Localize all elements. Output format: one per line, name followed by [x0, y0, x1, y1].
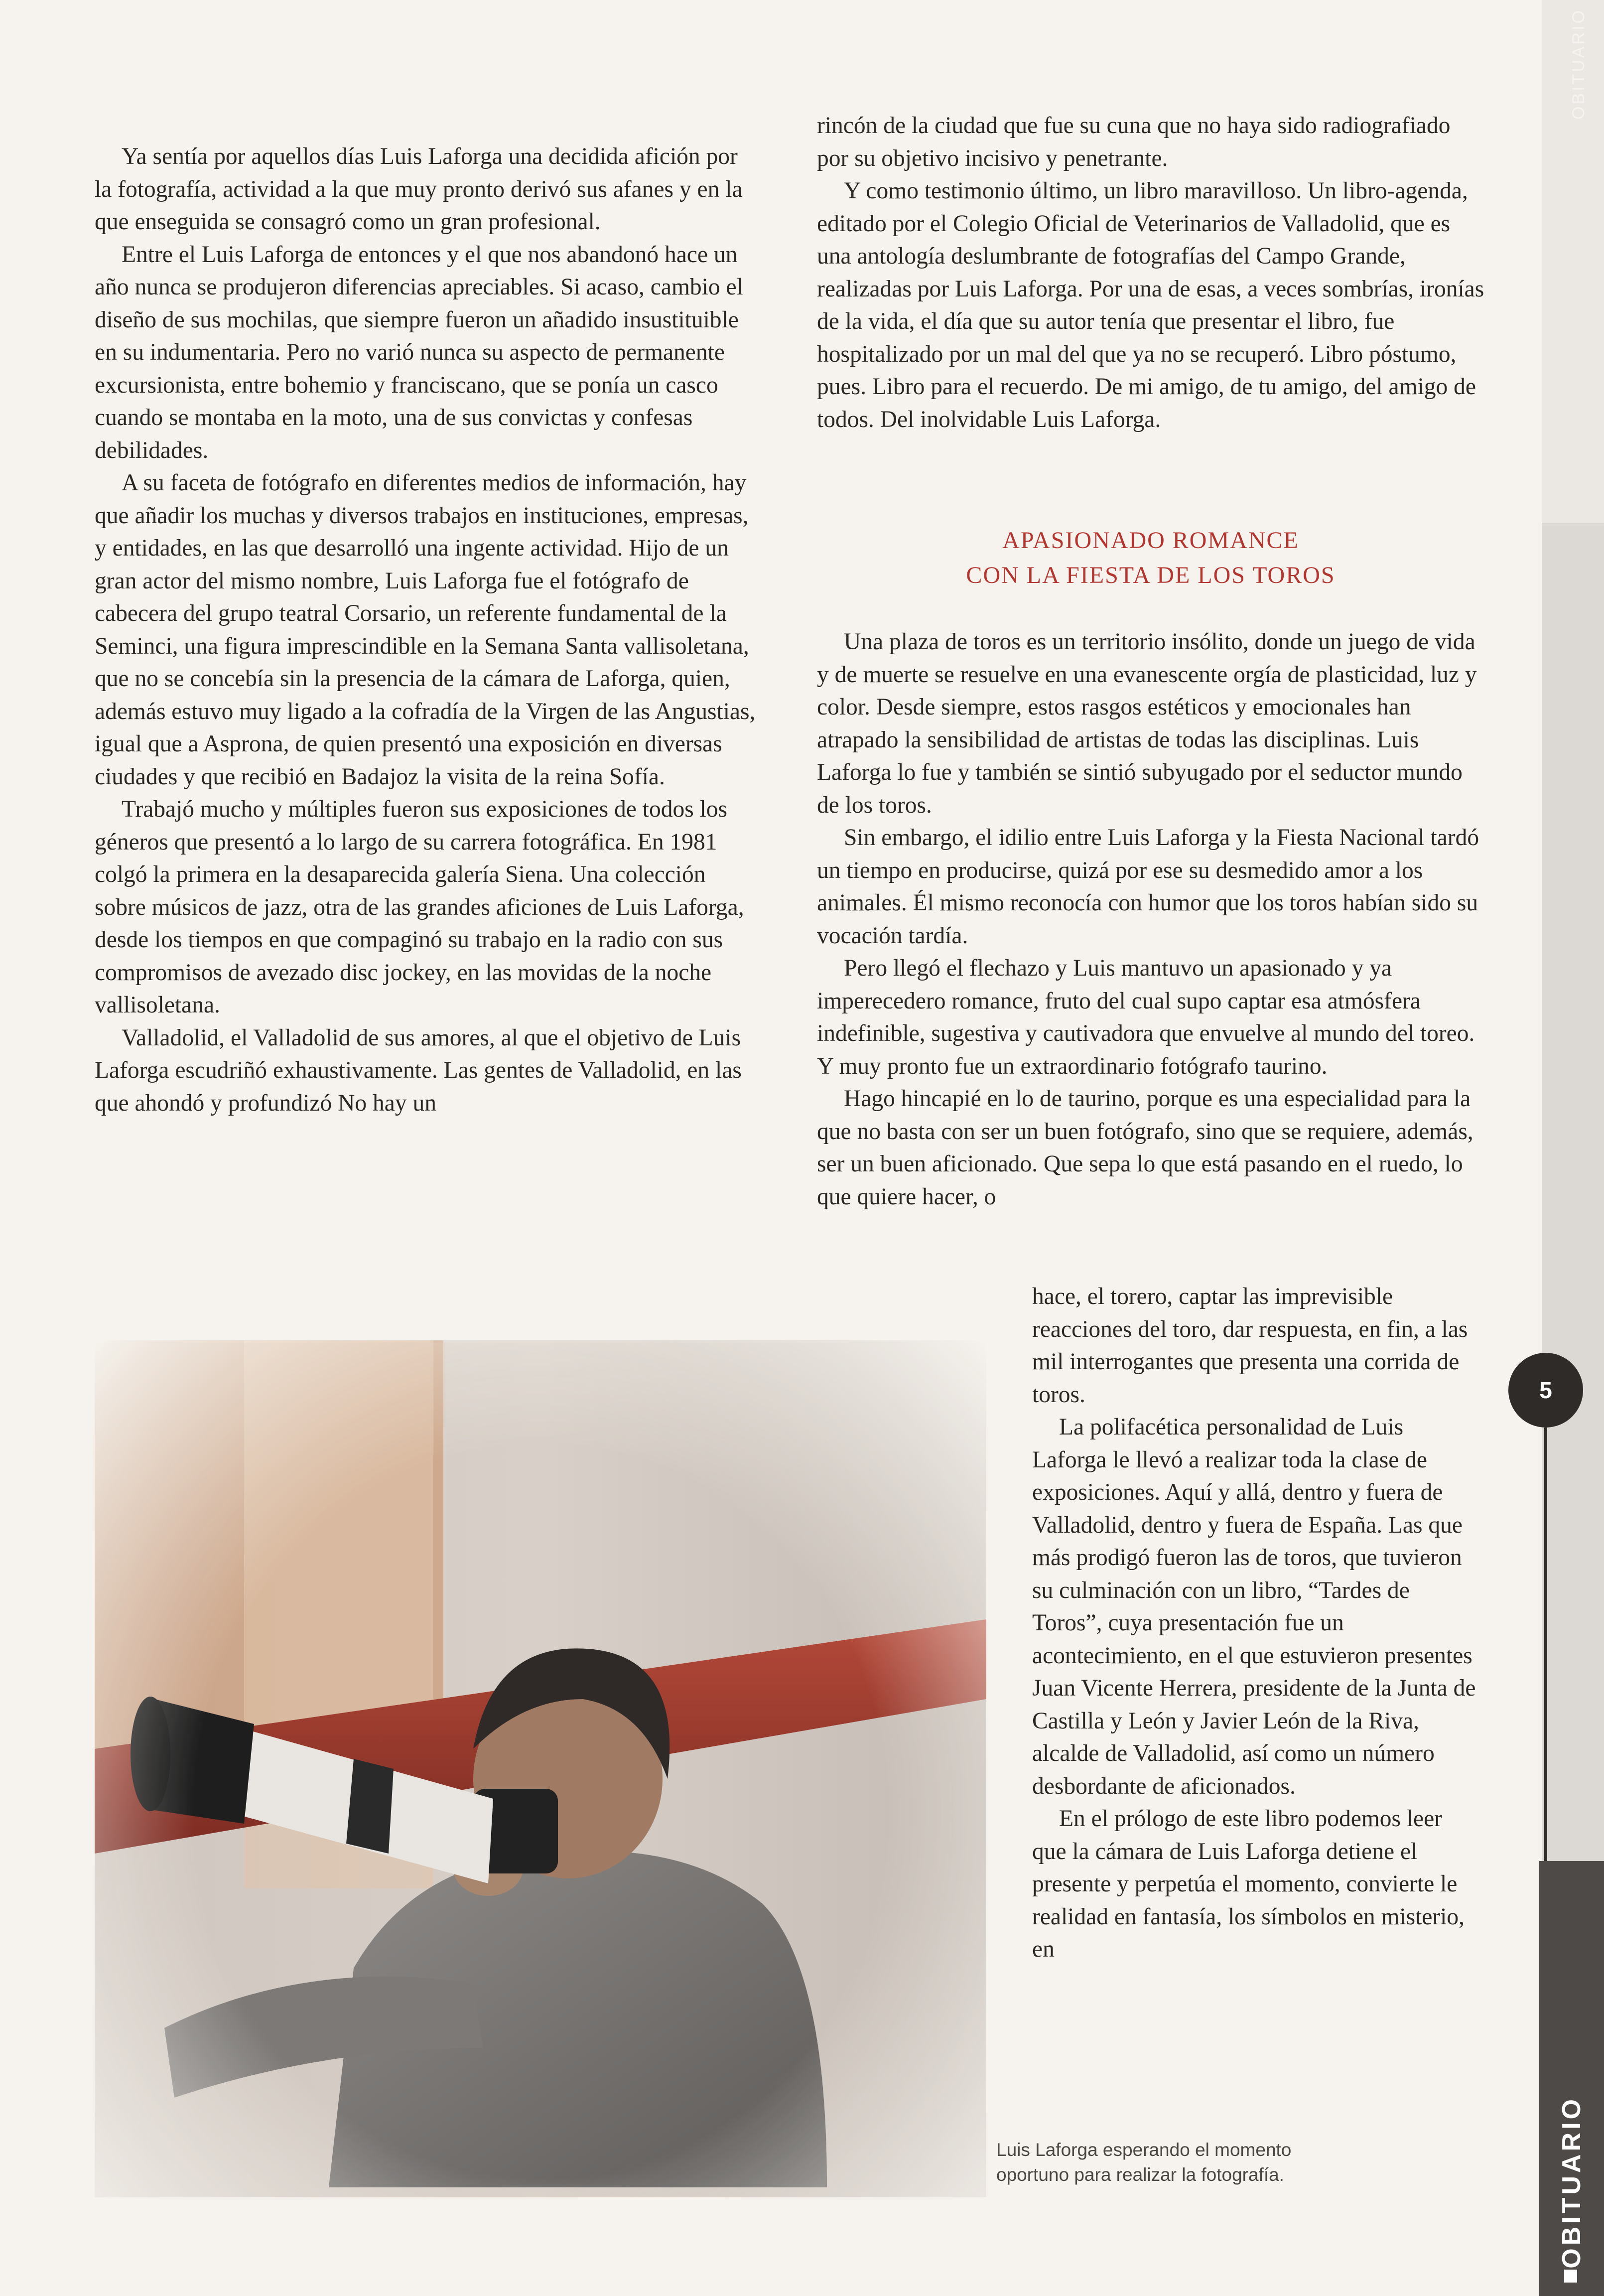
photographer-photo — [95, 1340, 986, 2197]
paragraph: Ya sentía por aquellos días Luis Laforga una decidida afición por la fotografía, actividad a la que muy pronto derivó sus afanes y en la que enseguida se consagró como un gran profesional. — [95, 144, 743, 235]
photo-caption — [996, 2138, 1375, 2187]
photo-illustration — [95, 1340, 986, 2197]
top-section-tab-label: OBITUARIO — [1569, 8, 1588, 120]
paragraph: La polifacética personalidad de Luis Laforga le llevó a realizar toda la clase de exposiciones. Aquí y allá, dentro y fuera de Valladolid, dentro y fuera de España. Las que más prodigó fueron las de toros, que tuvieron su culminación con un libro, “Tardes de Toros”, cuya presentación fue un acontecimiento, en el que estuvieron presentes Juan Vicente Herrera, presidente de la Junta de Castilla y León y Javier León de la Riva, alcalde de Valladolid, así como un número desbordante de aficionados. — [1032, 1414, 1476, 1799]
paragraph: Pero llegó el flechazo y Luis mantuvo un apasionado y ya imperecedero romance, fruto del cual supo captar esa atmósfera indefinible, sugestiva y cautivadora que envuelve al mundo del toreo. Y muy pronto fue un extraordinario fotógrafo taurino. — [817, 955, 1475, 1079]
section-subheading — [817, 523, 1484, 593]
caption-line-2: oportuno para realizar la fotografía. — [996, 2164, 1284, 2185]
paragraph: Una plaza de toros es un territorio insólito, donde un juego de vida y de muerte se resuelve en una evanescente orgía de plasticidad, luz y color. Desde siempre, estos rasgos estéticos y emocionales han atrapado la sensibilidad de artistas de todas las disciplinas. Luis Laforga lo fue y también se sintió subyugado por el seductor mundo de los toros. — [817, 629, 1477, 818]
paragraph: Hago hincapié en lo de taurino, porque es una especialidad para la que no basta con ser un buen fotógrafo, sino que se requiere, además, ser un buen aficionado. Que sepa lo que está pasando en el ruedo, lo que quiere hacer, o — [817, 1086, 1473, 1210]
paragraph: Entre el Luis Laforga de entonces y el que nos abandonó hace un año nunca se produjeron diferencias apreciables. Si acaso, cambio el diseño de sus mochilas, que siempre fueron un añadido insustituible en su indumentaria. Pero no varió nunca su aspecto de permanente excursionista, entre bohemio y franciscano, que se ponía un casco cuando se montaba en la moto, una de sus convictas y confesas debilidades. — [95, 241, 743, 463]
page-marker-line — [1544, 1428, 1547, 1861]
right-column-mid — [817, 626, 1479, 1213]
section-tab-label-wrap — [1544, 2078, 1599, 2287]
subheading-line-1: APASIONADO ROMANCE — [1002, 527, 1299, 554]
paragraph: En el prólogo de este libro podemos leer que la cámara de Luis Laforga detiene el presente y perpetúa el momento, convierte le realidad en fantasía, los símbolos en misterio, en — [1032, 1806, 1465, 1962]
section-tab-label: OBITUARIO — [1557, 2096, 1586, 2269]
subheading-line-2: CON LA FIESTA DE LOS TOROS — [966, 562, 1336, 588]
paragraph: Sin embargo, el idilio entre Luis Laforga y la Fiesta Nacional tardó un tiempo en producirse, quizá por ese su desmedido amor a los animales. Él mismo reconocía con humor que los toros habían sido su vocación tardía. — [817, 825, 1479, 949]
paragraph-continuation: rincón de la ciudad que fue su cuna que no haya sido radiografiado por su objetivo incisivo y penetrante. — [817, 113, 1451, 171]
caption-line-1: Luis Laforga esperando el momento — [996, 2140, 1292, 2160]
paragraph: Y como testimonio último, un libro maravilloso. Un libro-agenda, editado por el Colegio Oficial de Veterinarios de Valladolid, que es una antología deslumbrante de fotografías del Campo Grande, realizadas por Luis Laforga. Por una de esas, a veces sombrías, ironías de la vida, el día que su autor tenía que presentar el libro, fue hospitalizado por un mal del que ya no se recuperó. Libro póstumo, pues. Libro para el recuerdo. De mi amigo, de tu amigo, del amigo de todos. Del inolvidable Luis Laforga. — [817, 178, 1484, 432]
left-column — [95, 141, 757, 1120]
right-column-top — [817, 110, 1484, 436]
right-column-narrow — [1032, 1281, 1480, 1966]
paragraph-continuation: hace, el torero, captar las imprevisible reacciones del toro, dar respuesta, en fin, a las mil interrogantes que presenta una corrida de toros. — [1032, 1284, 1468, 1408]
photo-lens-front — [131, 1697, 170, 1811]
section-tab-square — [1564, 2270, 1577, 2283]
page-number-marker — [1508, 1353, 1583, 1428]
page-number: 5 — [1539, 1377, 1552, 1403]
paragraph: Trabajó mucho y múltiples fueron sus exposiciones de todos los géneros que presentó a lo largo de su carrera fotográfica. En 1981 colgó la primera en la desaparecida galería Siena. Una colección sobre músicos de jazz, otra de las grandes aficiones de Luis Laforga, desde los tiempos en que compaginó su trabajo en la radio con sus compromisos de avezado disc jockey, en las movidas de la noche vallisoletana. — [95, 796, 744, 1018]
paragraph: A su faceta de fotógrafo en diferentes medios de información, hay que añadir los muchas y diversos trabajos en instituciones, empresas, y entidades, en las que desarrolló una ingente actividad. Hijo de un gran actor del mismo nombre, Luis Laforga fue el fotógrafo de cabecera del grupo teatral Corsario, un referente fundamental de la Seminci, una figura imprescindible en la Semana Santa vallisoletana, que no se concebía sin la presencia de la cámara de Laforga, quien, además estuvo muy ligado a la cofradía de la Virgen de las Angustias, igual que a Asprona, de quien presentó una exposición en diversas ciudades y que recibió en Badajoz la visita de la reina Sofía. — [95, 470, 756, 790]
paragraph: Valladolid, el Valladolid de sus amores, al que el objetivo de Luis Laforga escudriñó exhaustivamente. Las gentes de Valladolid, en las que ahondó y profundizó No hay un — [95, 1024, 742, 1116]
photo-lens-ring — [346, 1759, 394, 1854]
